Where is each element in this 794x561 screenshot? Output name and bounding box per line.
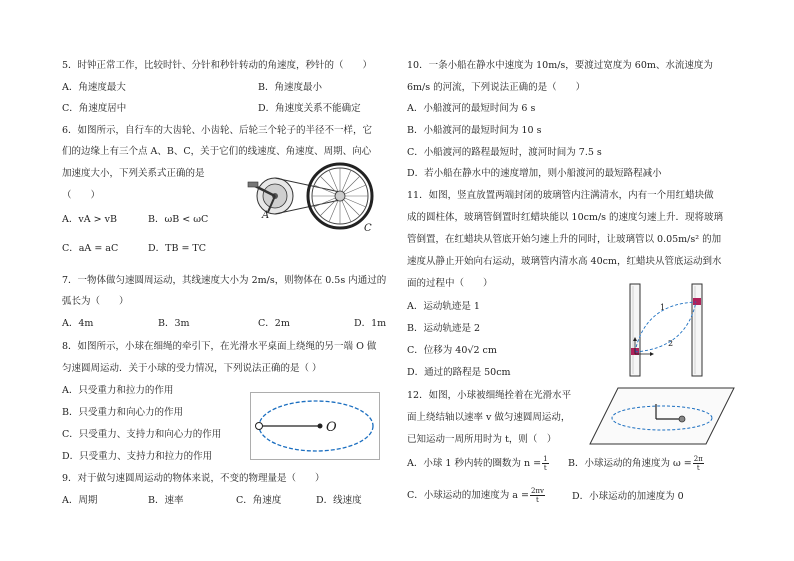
q8-option-c[interactable]: C．只受重力、支持力和向心力的作用 — [62, 429, 222, 440]
q8-stem-line1: 8．如图所示，小球在细绳的牵引下，在光滑水平桌面上绕绳的另一端 O 做 — [62, 341, 377, 352]
q11-stem-line4: 速度从静止开始向右运动，玻璃管内清水高 40cm，红蜡块从管底运动到水 — [407, 256, 722, 267]
q12-option-b[interactable] — [568, 455, 705, 472]
q12-stem-line3: 已知运动一周所用时为 t，则（ ） — [407, 434, 557, 445]
horizontal-plane-figure — [588, 386, 736, 446]
q11-stem-line1: 11．如图，竖直放置两端封闭的玻璃管内注满清水，内有一个用红蜡块做 — [407, 190, 714, 201]
q11-stem-line5: 面的过程中（ ） — [407, 278, 493, 289]
q8-option-b[interactable]: B．只受重力和向心力的作用 — [62, 407, 183, 418]
trajectory-label-1: 1 — [660, 303, 666, 312]
q12-option-a-fraction: $\frac{1}{t}$ — [543, 455, 548, 472]
q7-stem-line2: 弧长为（ ） — [62, 296, 129, 307]
q7-option-d[interactable]: D．1m — [354, 318, 387, 329]
q12-stem-line2: 面上绕结轴以速率 v 做匀速圆周运动， — [407, 412, 571, 423]
q11-stem-line3: 管倒置，在红蜡块从管底开始匀速上升的同时，让玻璃管以 0.05m/s² 的加 — [407, 234, 722, 245]
q7-option-b[interactable]: B．3m — [158, 318, 190, 329]
q5-stem: 5．时钟正常工作，比较时针、分针和秒针转动的角速度，秒针的（ ） — [62, 60, 373, 71]
q6-option-d[interactable]: D．TB = TC — [148, 243, 207, 254]
q6-stem-line2: 们的边缘上有三个点 A、B、C，关于它们的线速度、角速度、周期、向心 — [62, 146, 372, 157]
q10-stem-line1: 10．一条小船在静水中速度为 10m/s，要渡过宽度为 60m、水流速度为 — [407, 60, 713, 71]
q11-option-c-sqrt: √2 — [467, 345, 480, 356]
q11-stem-line2: 成的圆柱体，玻璃管倒置时红蜡块能以 10cm/s 的速度匀速上升．现将玻璃 — [407, 212, 724, 223]
q8-option-a[interactable]: A．只受重力和拉力的作用 — [62, 385, 174, 396]
q7-stem-line1: 7．一物体做匀速圆周运动，其线速度大小为 2m/s，则物体在 0.5s 内通过的 — [62, 275, 387, 286]
q6-option-b[interactable]: B．ωB < ωC — [148, 214, 209, 225]
q5-option-a[interactable]: A．角速度最大 — [62, 82, 126, 93]
q6-option-c[interactable]: C．aA = aC — [62, 243, 119, 254]
q11-option-d[interactable]: D．通过的路程是 50cm — [407, 367, 511, 378]
q12-option-c-fraction: $\frac{2\pi v}{t}$ — [530, 487, 544, 504]
q9-stem: 9．对于做匀速圆周运动的物体来说，不变的物理量是（ ） — [62, 473, 325, 484]
q12-option-d[interactable]: D．小球运动的加速度为 0 — [572, 491, 684, 502]
q12-option-a-prefix: A．小球 1 秒内转的圈数为 n = — [407, 458, 542, 469]
q5-option-d[interactable]: D．角速度关系不能确定 — [258, 103, 361, 114]
q6-answer-paren: （ ） — [62, 190, 101, 201]
q10-stem-line2: 6m/s 的河流，下列说法正确的是（ ） — [407, 82, 586, 93]
trajectory-label-2: 2 — [668, 339, 674, 348]
q11-option-c-unit: cm — [479, 345, 497, 356]
bicycle-gear-figure — [240, 160, 382, 238]
q12-option-c[interactable] — [407, 487, 546, 504]
q9-option-a[interactable]: A．周期 — [62, 495, 98, 506]
q11-option-b[interactable]: B．运动轨迹是 2 — [407, 323, 481, 334]
q9-option-b[interactable]: B．速率 — [148, 495, 184, 506]
q12-stem-line1: 12．如图，小球被细绳拴着在光滑水平 — [407, 390, 572, 401]
q6-option-a[interactable]: A．vA > vB — [62, 214, 117, 225]
q9-option-d[interactable]: D．线速度 — [316, 495, 362, 506]
q12-option-b-fraction: $\frac{2\pi}{t}$ — [693, 455, 703, 472]
q8-option-d[interactable]: D．只受重力、支持力和拉力的作用 — [62, 451, 213, 462]
q5-option-c[interactable]: C．角速度居中 — [62, 103, 127, 114]
q6-stem-line1: 6．如图所示，自行车的大齿轮、小齿轮、后轮三个轮子的半径不一样，它 — [62, 125, 373, 136]
circular-motion-figure — [250, 392, 380, 460]
q10-option-b[interactable]: B．小船渡河的最短时间为 10 s — [407, 125, 542, 136]
q12-option-b-prefix: B．小球运动的角速度为 ω = — [568, 458, 692, 469]
q8-stem-line2: 匀速圆周运动．关于小球的受力情况，下列说法正确的是（ ） — [62, 363, 322, 374]
q10-option-c[interactable]: C．小船渡河的路程最短时，渡河时间为 7.5 s — [407, 147, 602, 158]
q12-option-a[interactable] — [407, 455, 550, 472]
q7-option-a[interactable]: A．4m — [62, 318, 94, 329]
glass-tube-figure — [620, 282, 720, 378]
q11-option-c[interactable] — [407, 345, 497, 357]
q12-option-c-prefix: C．小球运动的加速度为 a = — [407, 490, 529, 501]
q11-option-a[interactable]: A．运动轨迹是 1 — [407, 301, 480, 312]
figure-label-c: C — [364, 223, 372, 234]
figure-label-a: A — [262, 210, 270, 221]
q11-option-c-prefix: C．位移为 40 — [407, 345, 468, 356]
q9-option-c[interactable]: C．角速度 — [236, 495, 282, 506]
q10-option-a[interactable]: A．小船渡河的最短时间为 6 s — [407, 103, 536, 114]
q7-option-c[interactable]: C．2m — [258, 318, 290, 329]
q10-option-d[interactable]: D．若小船在静水中的速度增加，则小船渡河的最短路程减小 — [407, 168, 662, 179]
figure-label-o: O — [326, 420, 337, 435]
q5-option-b[interactable]: B．角速度最小 — [258, 82, 322, 93]
q6-stem-line3: 加速度大小，下列关系式正确的是 — [62, 168, 205, 179]
